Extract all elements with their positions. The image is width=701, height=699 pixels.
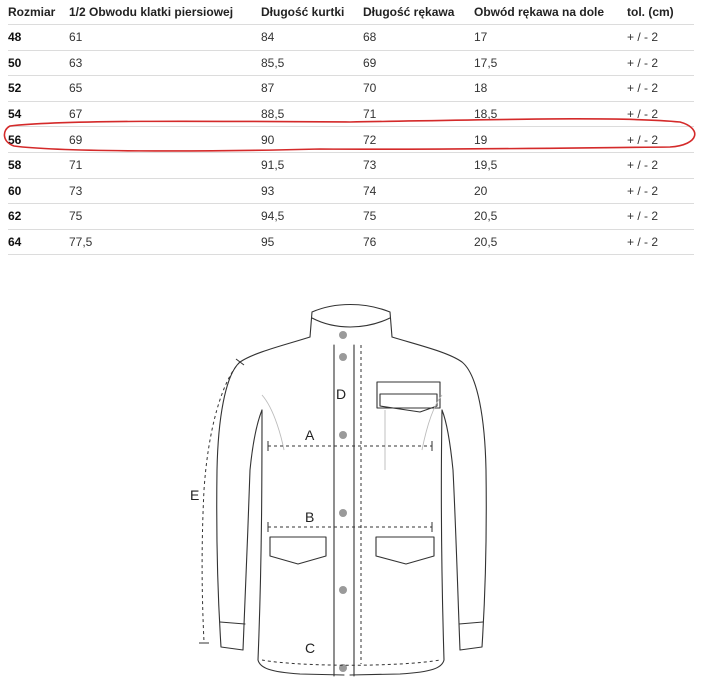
cell-sleeve-length: 75 xyxy=(363,204,474,230)
cell-chest: 69 xyxy=(69,127,261,153)
cell-tolerance: + / - 2 xyxy=(627,50,694,76)
button-1 xyxy=(339,331,347,339)
cell-tolerance: + / - 2 xyxy=(627,127,694,153)
cell-chest: 63 xyxy=(69,50,261,76)
cell-size: 48 xyxy=(8,25,69,51)
left-chest-seam xyxy=(262,395,284,450)
right-pocket-flap xyxy=(376,537,434,564)
jacket-left-outline xyxy=(217,337,310,650)
chest-pocket-flap xyxy=(380,394,437,412)
cell-jacket-length: 84 xyxy=(261,25,363,51)
cell-jacket-length: 85,5 xyxy=(261,50,363,76)
cell-jacket-length: 91,5 xyxy=(261,152,363,178)
header-tolerance: tol. (cm) xyxy=(627,5,674,19)
label-a: A xyxy=(305,427,315,443)
cell-tolerance: + / - 2 xyxy=(627,152,694,178)
cell-sleeve-length: 72 xyxy=(363,127,474,153)
cell-chest: 65 xyxy=(69,76,261,102)
cell-jacket-length: 90 xyxy=(261,127,363,153)
label-b: B xyxy=(305,509,315,525)
header-rozmiar: Rozmiar xyxy=(8,5,56,19)
label-e: E xyxy=(190,487,200,503)
jacket-right-side xyxy=(350,410,444,675)
measure-e-line xyxy=(202,362,240,642)
cell-size: 58 xyxy=(8,152,69,178)
cell-tolerance: + / - 2 xyxy=(627,101,694,127)
cell-chest: 75 xyxy=(69,204,261,230)
cell-size: 62 xyxy=(8,204,69,230)
cell-sleeve-hem: 18,5 xyxy=(474,101,627,127)
cell-size: 60 xyxy=(8,178,69,204)
header-sleeve-length: Długość rękawa xyxy=(363,5,455,19)
cell-jacket-length: 93 xyxy=(261,178,363,204)
cell-jacket-length: 88,5 xyxy=(261,101,363,127)
cell-sleeve-hem: 17 xyxy=(474,25,627,51)
cell-jacket-length: 94,5 xyxy=(261,204,363,230)
label-c: C xyxy=(305,640,316,656)
cell-sleeve-hem: 20,5 xyxy=(474,204,627,230)
cell-chest: 73 xyxy=(69,178,261,204)
cell-sleeve-hem: 20 xyxy=(474,178,627,204)
cell-sleeve-length: 68 xyxy=(363,25,474,51)
jacket-collar xyxy=(310,305,392,338)
button-3 xyxy=(339,431,347,439)
cell-tolerance: + / - 2 xyxy=(627,76,694,102)
cell-tolerance: + / - 2 xyxy=(627,229,694,255)
cell-size: 56 xyxy=(8,127,69,153)
left-cuff xyxy=(220,622,245,624)
button-2 xyxy=(339,353,347,361)
cell-sleeve-length: 71 xyxy=(363,101,474,127)
jacket-right-outline xyxy=(392,337,486,650)
cell-sleeve-hem: 18 xyxy=(474,76,627,102)
button-5 xyxy=(339,586,347,594)
header-chest: 1/2 Obwodu klatki piersiowej xyxy=(69,5,234,19)
button-group xyxy=(339,331,347,672)
measure-c-line xyxy=(262,660,440,665)
label-d: D xyxy=(336,386,347,402)
cell-sleeve-hem: 20,5 xyxy=(474,229,627,255)
cell-tolerance: + / - 2 xyxy=(627,178,694,204)
left-pocket-flap xyxy=(270,537,326,564)
cell-sleeve-length: 73 xyxy=(363,152,474,178)
cell-sleeve-hem: 17,5 xyxy=(474,50,627,76)
cell-chest: 61 xyxy=(69,25,261,51)
chest-pocket xyxy=(377,382,440,408)
cell-sleeve-hem: 19 xyxy=(474,127,627,153)
header-sleeve-hem: Obwód rękawa na dole xyxy=(474,5,605,19)
cell-jacket-length: 95 xyxy=(261,229,363,255)
cell-jacket-length: 87 xyxy=(261,76,363,102)
cell-sleeve-length: 69 xyxy=(363,50,474,76)
header-jacket-length: Długość kurtki xyxy=(261,5,345,19)
cell-sleeve-hem: 19,5 xyxy=(474,152,627,178)
cell-sleeve-length: 70 xyxy=(363,76,474,102)
cell-chest: 77,5 xyxy=(69,229,261,255)
cell-tolerance: + / - 2 xyxy=(627,25,694,51)
right-cuff xyxy=(459,622,483,624)
cell-chest: 67 xyxy=(69,101,261,127)
cell-size: 64 xyxy=(8,229,69,255)
cell-size: 50 xyxy=(8,50,69,76)
cell-tolerance: + / - 2 xyxy=(627,204,694,230)
cell-sleeve-length: 76 xyxy=(363,229,474,255)
cell-chest: 71 xyxy=(69,152,261,178)
cell-sleeve-length: 74 xyxy=(363,178,474,204)
button-4 xyxy=(339,509,347,517)
cell-size: 54 xyxy=(8,101,69,127)
jacket-left-side xyxy=(258,410,344,675)
jacket-collar-inner xyxy=(312,318,390,327)
cell-size: 52 xyxy=(8,76,69,102)
